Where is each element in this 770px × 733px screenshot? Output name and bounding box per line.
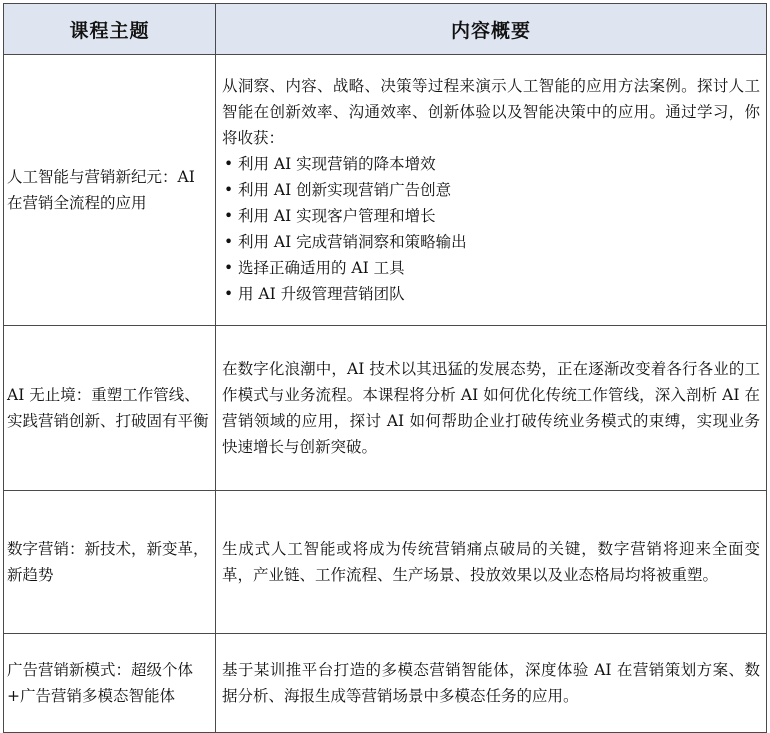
- table-row: [4, 55, 767, 326]
- row-summary: [216, 55, 767, 326]
- row-topic: 广告营销新模式：超级个体+广告营销多模态智能体: [4, 634, 216, 733]
- row-summary-text: 从洞察、内容、战略、决策等过程来演示人工智能的应用方法案例。探讨人工智能在创新效率、沟通效率、创新体验以及智能决策中的应用。通过学习，你将收获：: [222, 77, 760, 147]
- list-item: • 利用 AI 完成营销洞察和策略输出: [224, 233, 467, 251]
- header-topic: 课程主题: [4, 4, 216, 55]
- course-table: [3, 3, 767, 733]
- list-item-text: 利用 AI 实现营销的降本增效: [238, 155, 436, 173]
- row-topic: AI 无止境：重塑工作管线、实践营销创新、打破固有平衡: [4, 326, 216, 491]
- row-summary: 生成式人工智能或将成为传统营销痛点破局的关键，数字营销将迎来全面变革，产业链、工作流程、生产场景、投放效果以及业态格局均将被重塑。: [216, 491, 767, 634]
- bullet-list: [222, 151, 760, 307]
- list-item: • 利用 AI 创新实现营销广告创意: [224, 181, 452, 199]
- table-row: [4, 326, 767, 491]
- list-item-text: 选择正确适用的 AI 工具: [238, 259, 405, 277]
- row-topic: 数字营销：新技术，新变革，新趋势: [4, 491, 216, 634]
- row-summary: 基于某训推平台打造的多模态营销智能体，深度体验 AI 在营销策划方案、数据分析、海报生成等营销场景中多模态任务的应用。: [216, 634, 767, 733]
- list-item-text: 利用 AI 实现客户管理和增长: [238, 207, 436, 225]
- list-item: • 利用 AI 实现客户管理和增长: [224, 207, 436, 225]
- list-item: • 利用 AI 实现营销的降本增效: [224, 155, 436, 173]
- header-summary: 内容概要: [216, 4, 767, 55]
- list-item-text: 利用 AI 创新实现营销广告创意: [238, 181, 452, 199]
- table-row: [4, 634, 767, 733]
- table-row: [4, 491, 767, 634]
- list-item: • 选择正确适用的 AI 工具: [224, 259, 405, 277]
- row-summary: 在数字化浪潮中，AI 技术以其迅猛的发展态势，正在逐渐改变着各行各业的工作模式与业务流程。本课程将分析 AI 如何优化传统工作管线，深入剖析 AI 在营销领域的应用，探讨 AI 如何帮助企业打破传统业务模式的束缚，实现业务快速增长与创新突破。: [216, 326, 767, 491]
- list-item: • 用 AI 升级管理营销团队: [224, 285, 405, 303]
- list-item-text: 利用 AI 完成营销洞察和策略输出: [238, 233, 467, 251]
- list-item-text: 用 AI 升级管理营销团队: [238, 285, 405, 303]
- header-row: [4, 4, 767, 55]
- row-topic: 人工智能与营销新纪元：AI 在营销全流程的应用: [4, 55, 216, 326]
